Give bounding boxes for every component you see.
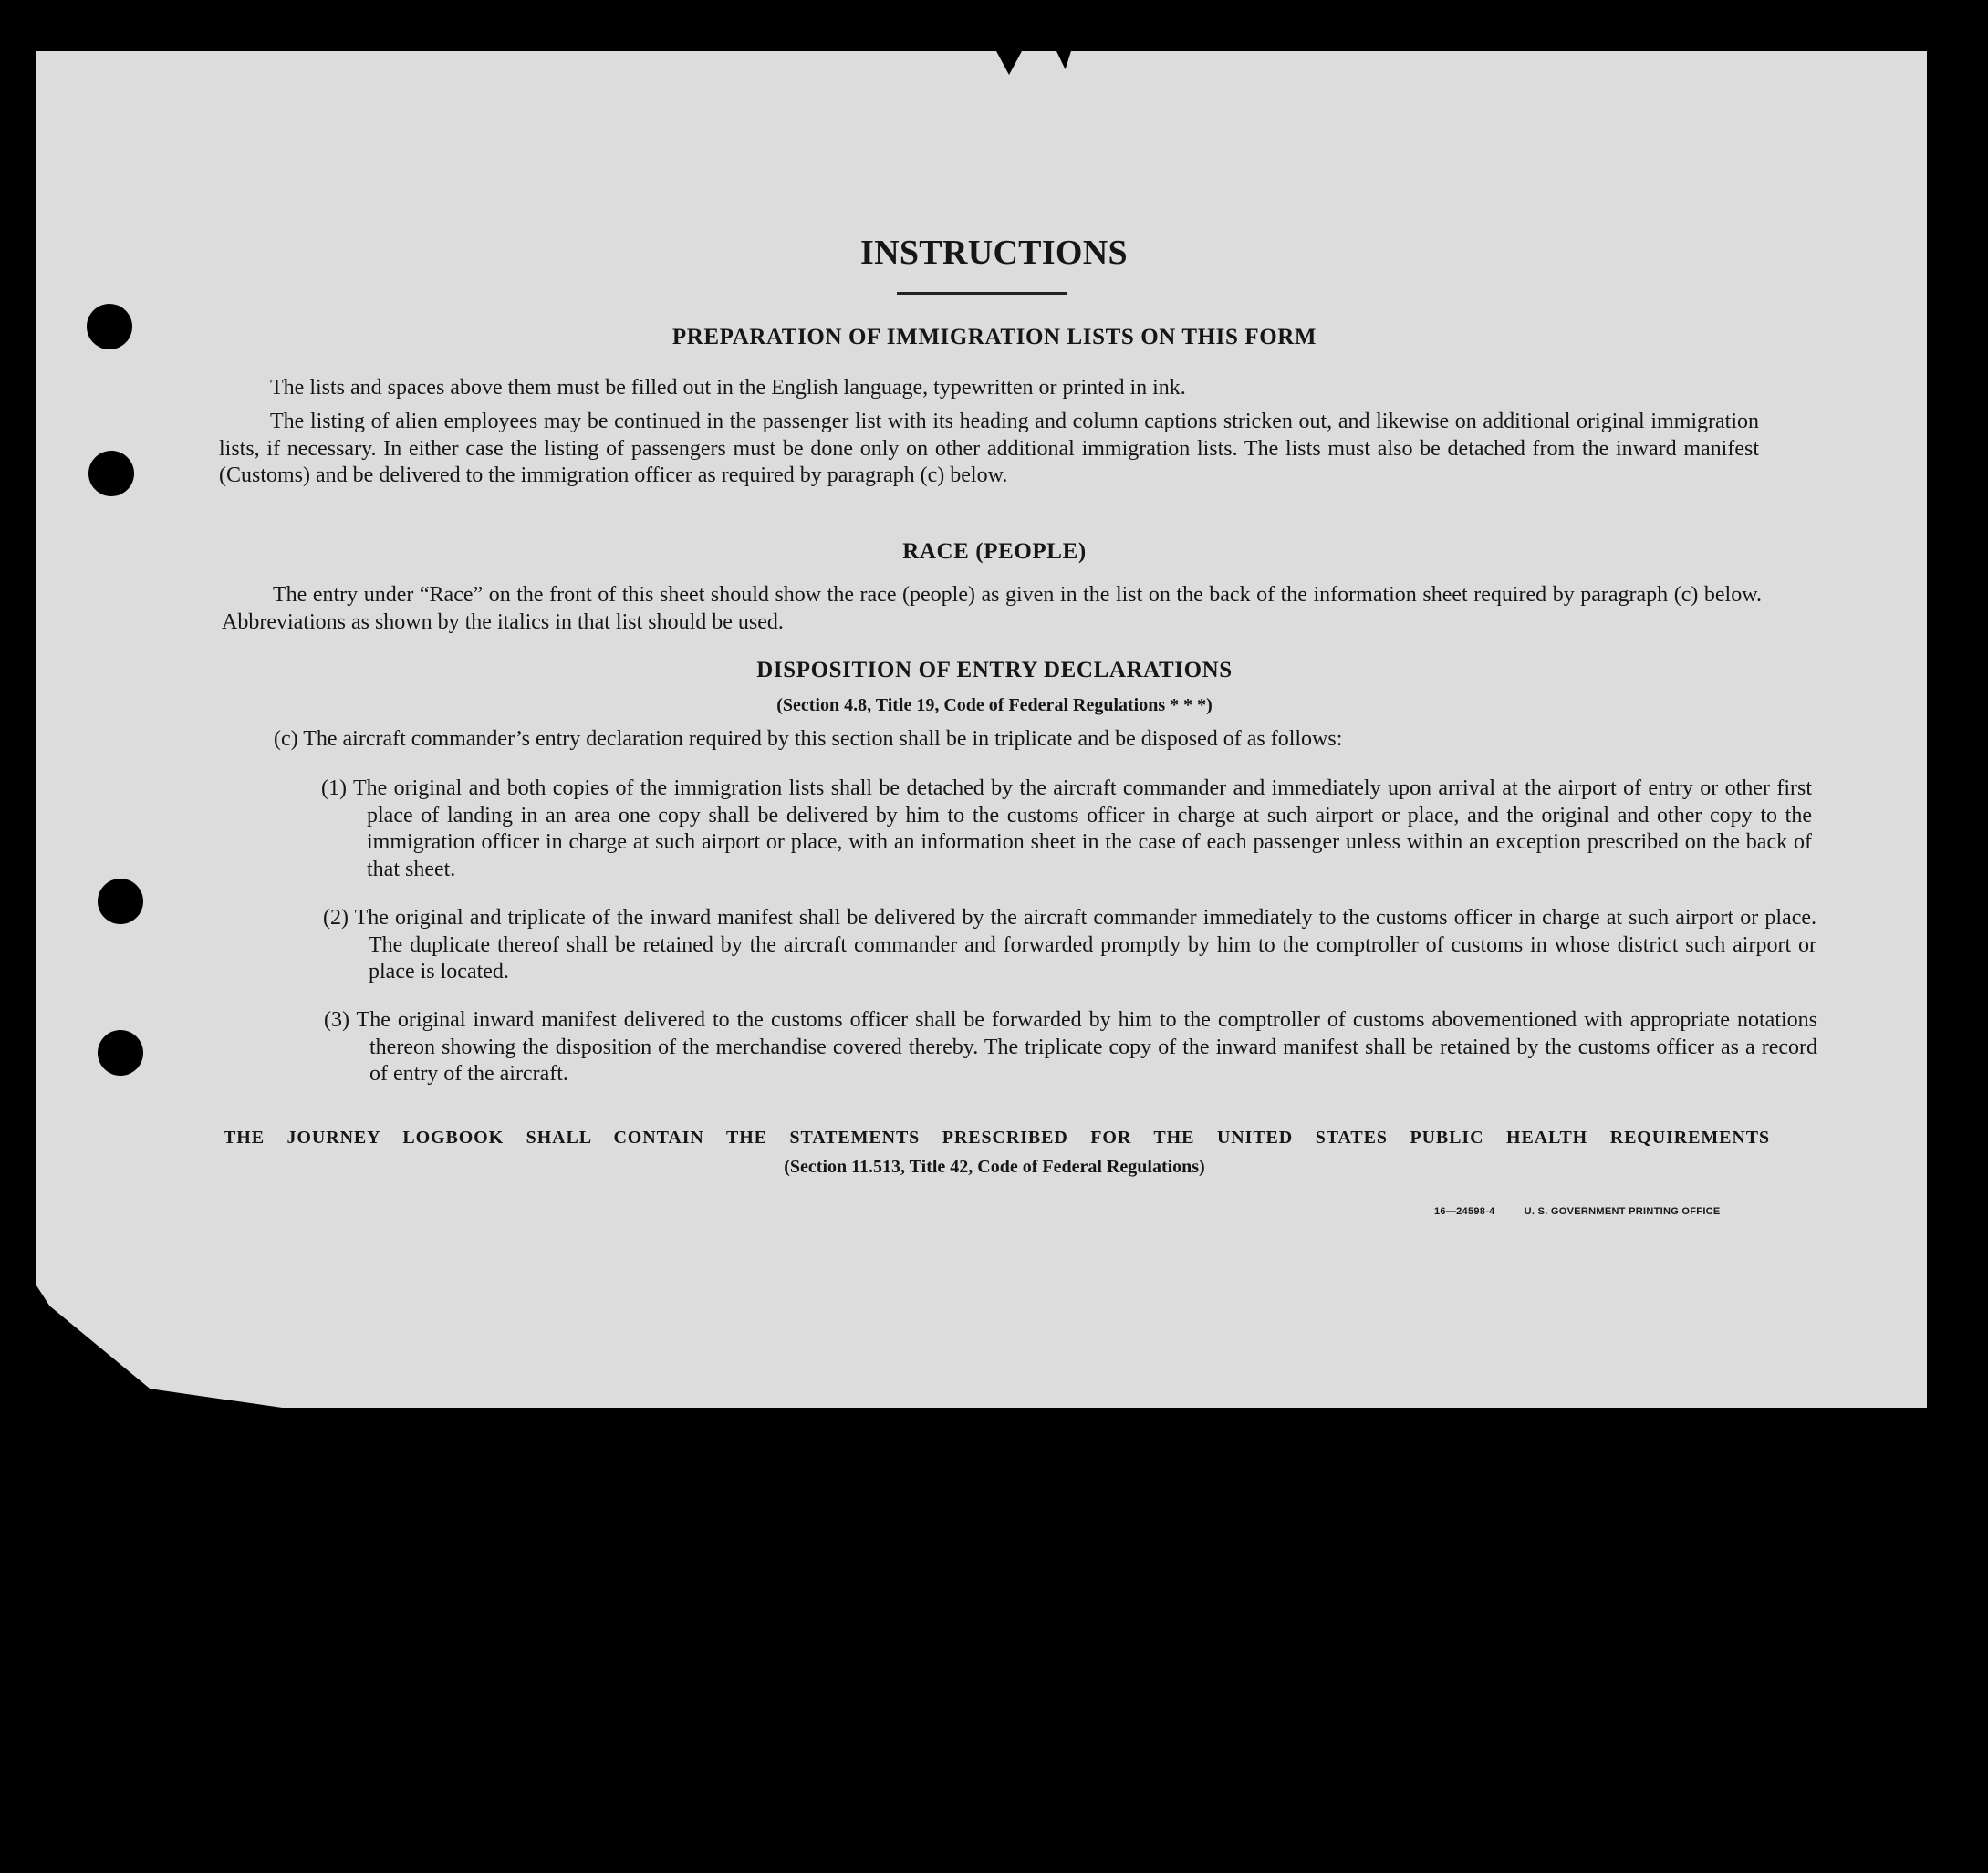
section-heading-preparation: PREPARATION OF IMMIGRATION LISTS ON THIS FORM [671,325,1317,349]
binder-hole [88,451,134,496]
section-heading-race: RACE (PEOPLE) [902,539,1087,564]
paragraph-race: The entry under “Race” on the front of this sheet should show the race (people) as given in the list on the back of the information sheet required by paragraph (c) below. Abbreviations as shown by the italics in that list should be used. [222,583,1762,634]
form-number: 16—24598-4 [1434,1206,1495,1217]
closing-citation: (Section 11.513, Title 42, Code of Federal Regulations) [784,1157,1205,1177]
binder-hole [98,1030,143,1076]
disposition-citation: (Section 4.8, Title 19, Code of Federal Regulations * * *) [776,695,1213,715]
disposition-item-3: (3) The original inward manifest delivered to the customs officer shall be forwarded by him to the comptroller of customs abovementioned with appropriate notations thereon showing the disposition of the merchandise covered thereby. The triplicate copy of the inward manifest shall be retained by the customs officer as a record of entry of the aircraft. [324,1008,1817,1086]
paragraph-preparation-1: The lists and spaces above them must be filled out in the English language, typewritten or printed in ink. [270,376,1186,400]
page-title: INSTRUCTIONS [860,234,1128,272]
printer-imprint [1434,1206,1721,1217]
disposition-intro: (c) The aircraft commander’s entry declaration required by this section shall be in triplicate and be disposed of as follows: [274,727,1343,751]
closing-statement: THE JOURNEY LOGBOOK SHALL CONTAIN THE STATEMENTS PRESCRIBED FOR THE UNITED STATES PUBLIC HEALTH REQUIREMENTS [224,1128,1770,1148]
binder-hole [87,304,132,349]
title-rule [897,292,1067,295]
paragraph-preparation-2: The listing of alien employees may be continued in the passenger list with its heading and column captions stricken out, and likewise on additional original immigration lists, if necessary. In either case the listing of passengers must be done only on other additional immigration lists. The lists must also be detached from the inward manifest (Customs) and be delivered to the immigration officer as required by paragraph (c) below. [219,410,1759,487]
disposition-item-1: (1) The original and both copies of the immigration lists shall be detached by the aircraft commander and immediately upon arrival at the airport of entry or other first place of landing in an area one copy shall be delivered by him to the customs officer in charge at such airport or place, and the original and other copy to the immigration officer in charge at such airport or place, with an information sheet in the case of each passenger unless within an exception prescribed on the back of that sheet. [321,776,1812,881]
disposition-item-2: (2) The original and triplicate of the inward manifest shall be delivered by the aircraft commander immediately to the customs officer in charge at such airport or place. The duplicate thereof shall be retained by the aircraft commander and forwarded promptly by him to the comptroller of customs in whose district such airport or place is located. [323,906,1816,983]
section-heading-disposition: DISPOSITION OF ENTRY DECLARATIONS [756,658,1233,682]
printing-office: U. S. GOVERNMENT PRINTING OFFICE [1524,1206,1721,1217]
binder-hole [98,879,143,924]
